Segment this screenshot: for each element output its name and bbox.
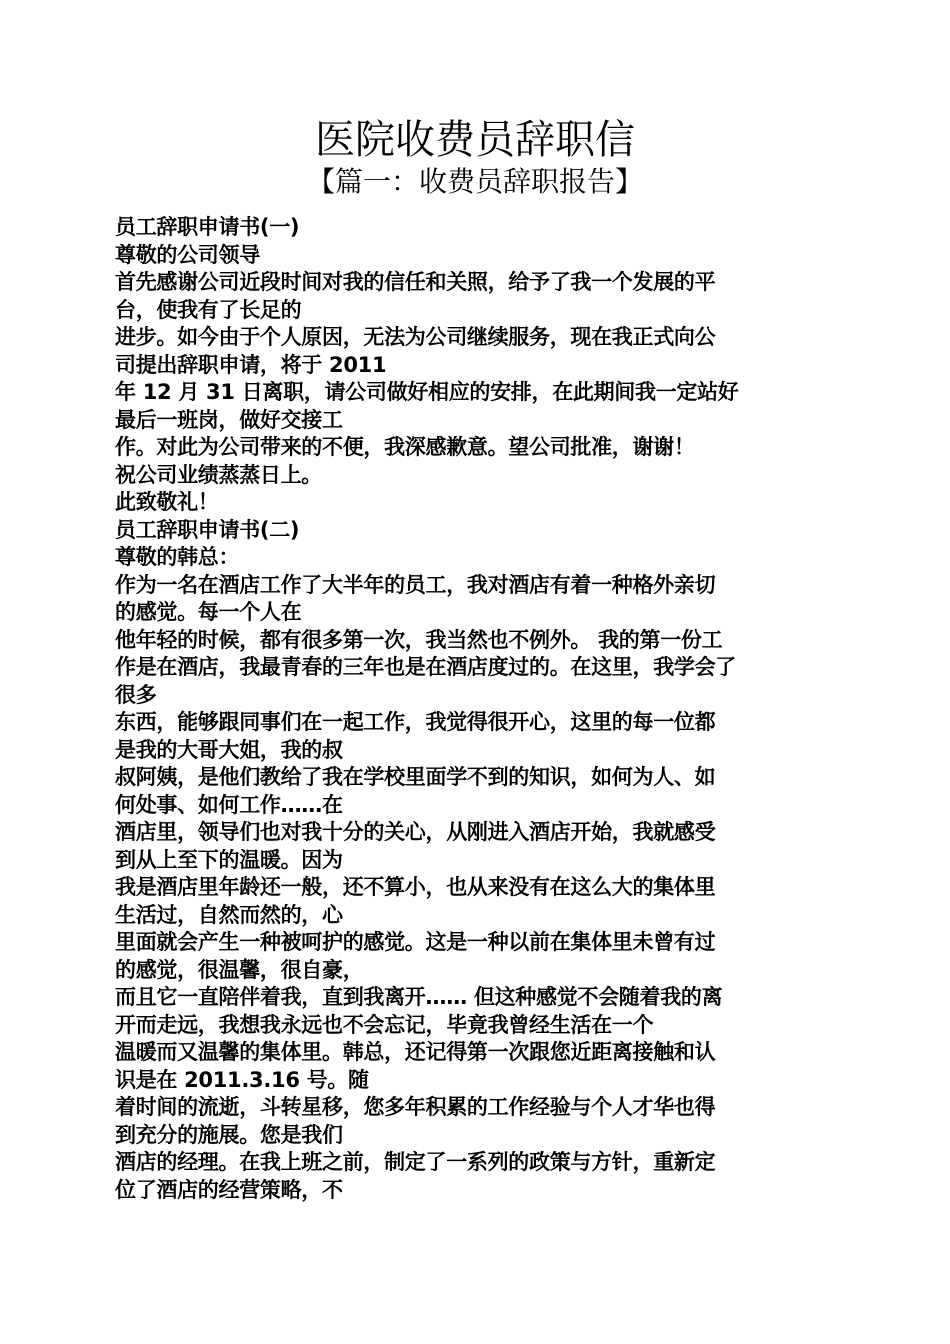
text-line: 祝公司业绩蒸蒸日上。 (115, 462, 322, 487)
text-line: 的感觉。每一个人在 (115, 600, 302, 624)
text-line: 司提出辞职申请，将于 2011 (115, 352, 387, 377)
text-line: 他年轻的时候，都有很多第一次，我当然也不例外。 我的第一份工 (115, 627, 723, 652)
text-line: 酒店的经理。在我上班之前，制定了一系列的政策与方针，重新定 (115, 1150, 716, 1174)
text-line: 我是酒店里年龄还一般，还不算小，也从来没有在这么大的集体里 (115, 875, 716, 899)
text-line: 里面就会产生一种被呵护的感觉。这是一种以前在集体里未曾有过 (115, 930, 716, 954)
text-line: 到充分的施展。您是我们 (115, 1122, 343, 1147)
text-line: 而且它一直陪伴着我，直到我离开…… 但这种感觉不会随着我的离 (115, 985, 723, 1009)
text-line: 的感觉，很温馨，很自豪， (115, 957, 364, 982)
text-line: 着时间的流逝，斗转星移，您多年积累的工作经验与个人才华也得 (115, 1095, 716, 1119)
text-line: 识是在 2011.3.16 号。随 (115, 1067, 369, 1092)
text-line: 作为一名在酒店工作了大半年的员工，我对酒店有着一种格外亲切 (115, 572, 716, 597)
document-body (115, 214, 845, 1204)
text-line: 作。对此为公司带来的不便，我深感歉意。望公司批准，谢谢！ (115, 435, 695, 459)
text-line: 到从上至下的温暖。因为 (115, 847, 343, 872)
document-subtitle: 【篇一：收费员辞职报告】 (306, 165, 643, 198)
text-line: 位了酒店的经营策略，不 (115, 1177, 343, 1202)
text-line: 开而走远，我想我永远也不会忘记，毕竟我曾经生活在一个 (115, 1012, 654, 1037)
text-line: 员工辞职申请书(一) (115, 215, 300, 239)
text-line: 何处事、如何工作……在 (115, 792, 343, 817)
text-line: 作是在酒店，我最青春的三年也是在酒店度过的。在这里，我学会了 (115, 655, 736, 679)
text-line: 台，使我有了长足的 (115, 297, 302, 322)
text-line: 年 12 月 31 日离职，请公司做好相应的安排，在此期间我一定站好 (115, 380, 739, 404)
text-line: 很多 (115, 682, 157, 707)
text-line: 此致敬礼！ (115, 490, 219, 514)
text-line: 是我的大哥大姐，我的叔 (115, 737, 343, 762)
text-line: 进步。如今由于个人原因，无法为公司继续服务，现在我正式向公 (115, 325, 716, 349)
text-line: 叔阿姨，是他们教给了我在学校里面学不到的知识，如何为人、如 (115, 765, 716, 789)
text-line: 员工辞职申请书(二) (115, 517, 300, 542)
text-line: 生活过，自然而然的，心 (115, 902, 343, 927)
text-line: 首先感谢公司近段时间对我的信任和关照，给予了我一个发展的平 (115, 270, 716, 294)
text-line: 尊敬的韩总： (115, 545, 240, 569)
text-line: 尊敬的公司领导 (115, 242, 260, 267)
document-title: 医院收费员辞职信 (315, 117, 635, 163)
text-line: 酒店里，领导们也对我十分的关心，从刚进入酒店开始，我就感受 (115, 820, 716, 844)
text-line: 最后一班岗，做好交接工 (115, 407, 343, 432)
text-line: 东西，能够跟同事们在一起工作，我觉得很开心，这里的每一位都 (115, 710, 716, 734)
text-line: 温暖而又温馨的集体里。韩总，还记得第一次跟您近距离接触和认 (115, 1040, 716, 1064)
